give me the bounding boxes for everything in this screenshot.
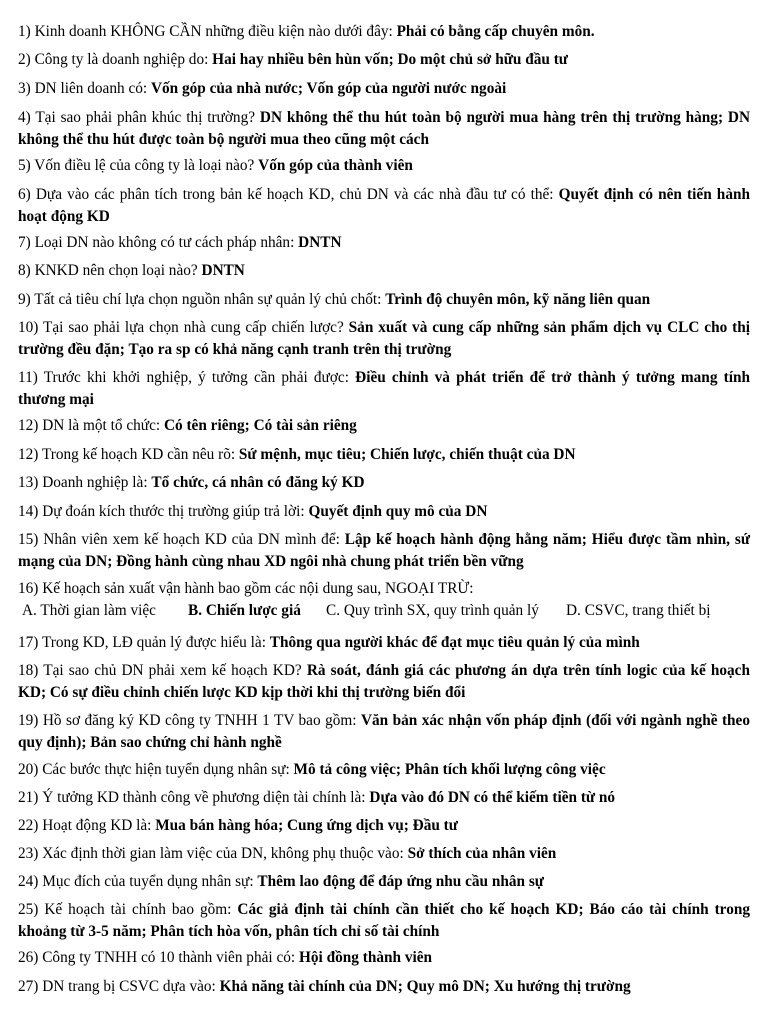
answer-text: Phải có bằng cấp chuyên môn. <box>396 23 595 40</box>
question-10 <box>18 317 750 361</box>
question-4 <box>18 107 750 151</box>
question-text: 12) DN là một tổ chức: <box>18 417 164 434</box>
question-text: 24) Mục đích của tuyển dụng nhân sự: <box>18 873 258 890</box>
question-text: 9) Tất cả tiêu chí lựa chọn nguồn nhân sự quản lý chủ chốt: <box>18 291 386 308</box>
question-text: 4) Tại sao phải phân khúc thị trường? <box>18 109 260 126</box>
question-27 <box>18 976 750 998</box>
question-20 <box>18 759 750 781</box>
answer-text: Thông qua người khác để đạt mục tiêu quản lý của mình <box>269 634 640 651</box>
question-text: 11) Trước khi khởi nghiệp, ý tưởng cần phải được: <box>18 369 356 386</box>
answer-text: DNTN <box>201 262 245 279</box>
answer-text: Lập kế hoạch hành động hằng năm; Hiểu được tầm nhìn, sứ mạng của DN; Đồng hành cùng nhau XD ngôi nhà chung phát triển bền vững <box>18 531 750 570</box>
question-text: 8) KNKD nên chọn loại nào? <box>18 262 202 279</box>
question-text: 20) Các bước thực hiện tuyển dụng nhân sự: <box>18 761 294 778</box>
option-b: B. Chiến lược giá <box>188 602 301 619</box>
answer-text: Tổ chức, cá nhân có đăng ký KD <box>151 474 365 491</box>
question-text: 7) Loại DN nào không có tư cách pháp nhân: <box>18 234 299 251</box>
question-25 <box>18 899 750 943</box>
question-text: 10) Tại sao phải lựa chọn nhà cung cấp chiến lược? <box>18 319 349 336</box>
answer-text: Mua bán hàng hóa; Cung ứng dịch vụ; Đầu tư <box>155 817 458 834</box>
question-2 <box>18 49 750 71</box>
answer-text: Dựa vào đó DN có thể kiếm tiền từ nó <box>369 789 616 806</box>
question-text: 15) Nhân viên xem kế hoạch KD của DN mình để: <box>18 531 345 548</box>
question-3 <box>18 78 750 100</box>
answer-text: Sản xuất và cung cấp những sản phẩm dịch vụ CLC cho thị trường đều đặn; Tạo ra sp có khả năng cạnh tranh trên thị trường <box>18 319 750 358</box>
answer-text: Hai hay nhiều bên hùn vốn; Do một chủ sở hữu đầu tư <box>212 51 568 68</box>
question-23 <box>18 843 750 865</box>
question-text: 16) Kế hoạch sản xuất vận hành bao gồm các nội dung sau, NGOẠI TRỪ: <box>18 580 474 597</box>
answer-text: Vốn góp của thành viên <box>258 157 413 174</box>
question-24 <box>18 871 750 893</box>
question-9 <box>18 289 750 311</box>
answer-text: DN không thể thu hút toàn bộ người mua hàng trên thị trường hàng; DN không thể thu hút được toàn bộ người mua theo cũng một cách <box>18 109 750 148</box>
question-text: 1) Kinh doanh KHÔNG CẦN những điều kiện nào dưới đây: <box>18 23 397 40</box>
answer-text: Sứ mệnh, mục tiêu; Chiến lược, chiến thuật của DN <box>238 446 576 463</box>
option-c: C. Quy trình SX, quy trình quản lý <box>326 602 539 619</box>
answer-text: DNTN <box>298 234 342 251</box>
question-14 <box>18 501 750 523</box>
question-text: 3) DN liên doanh có: <box>18 80 151 97</box>
question-19 <box>18 710 750 754</box>
question-17 <box>18 632 750 654</box>
question-text: 5) Vốn điều lệ của công ty là loại nào? <box>18 157 259 174</box>
answer-text: Hội đồng thành viên <box>298 949 433 966</box>
question-text: 6) Dựa vào các phân tích trong bản kế hoạch KD, chủ DN và các nhà đầu tư có thể: <box>18 186 559 203</box>
answer-text: Điều chỉnh và phát triển để trở thành ý tưởng mang tính thương mại <box>18 369 750 408</box>
question-11 <box>18 367 750 411</box>
question-text: 14) Dự đoán kích thước thị trường giúp trả lời: <box>18 503 309 520</box>
question-text: 21) Ý tưởng KD thành công về phương diện tài chính là: <box>18 789 370 806</box>
question-text: 27) DN trang bị CSVC dựa vào: <box>18 978 220 995</box>
answer-text: Quyết định có nên tiến hành hoạt động KD <box>18 186 750 225</box>
answer-text: Vốn góp của nhà nước; Vốn góp của người nước ngoài <box>150 80 507 97</box>
answer-text: Mô tả công việc; Phân tích khối lượng công việc <box>293 761 606 778</box>
option-d: D. CSVC, trang thiết bị <box>566 602 711 619</box>
question-text: 19) Hồ sơ đăng ký KD công ty TNHH 1 TV bao gồm: <box>18 712 361 729</box>
question-text: 17) Trong KD, LĐ quản lý được hiểu là: <box>18 634 270 651</box>
option-a: A. Thời gian làm việc <box>22 602 156 619</box>
question-12a <box>18 415 750 437</box>
answer-text: Các giả định tài chính cần thiết cho kế hoạch KD; Báo cáo tài chính trong khoảng từ 3-5 năm; Phân tích hòa vốn, phân tích chỉ số tài chính <box>18 901 750 940</box>
question-text: 13) Doanh nghiệp là: <box>18 474 152 491</box>
answer-text: Khả năng tài chính của DN; Quy mô DN; Xu hướng thị trường <box>219 978 631 995</box>
answer-text: Trình độ chuyên môn, kỹ năng liên quan <box>385 291 651 308</box>
question-text: 23) Xác định thời gian làm việc của DN, không phụ thuộc vào: <box>18 845 408 862</box>
question-15 <box>18 529 750 573</box>
question-18 <box>18 660 750 704</box>
answer-text: Có tên riêng; Có tài sản riêng <box>163 417 357 434</box>
question-text: 22) Hoạt động KD là: <box>18 817 156 834</box>
question-16-options <box>18 600 750 622</box>
question-22 <box>18 815 750 837</box>
question-text: 18) Tại sao chủ DN phải xem kế hoạch KD? <box>18 662 307 679</box>
question-12b <box>18 444 750 466</box>
answer-text: Sở thích của nhân viên <box>407 845 557 862</box>
answer-text: Quyết định quy mô của DN <box>308 503 488 520</box>
question-21 <box>18 787 750 809</box>
question-13 <box>18 472 750 494</box>
question-text: 26) Công ty TNHH có 10 thành viên phải có: <box>18 949 299 966</box>
question-text: 25) Kế hoạch tài chính bao gồm: <box>18 901 238 918</box>
question-6 <box>18 184 750 228</box>
question-8 <box>18 260 750 282</box>
answer-text: Văn bản xác nhận vốn pháp định (đối với ngành nghề theo quy định); Bản sao chứng chỉ hành nghề <box>18 712 750 751</box>
question-1 <box>18 21 750 43</box>
question-5 <box>18 155 750 177</box>
question-text: 2) Công ty là doanh nghiệp do: <box>18 51 213 68</box>
question-text: 12) Trong kế hoạch KD cần nêu rõ: <box>18 446 239 463</box>
answer-text: Thêm lao động để đáp ứng nhu cầu nhân sự <box>257 873 544 890</box>
answer-text: Rà soát, đánh giá các phương án dựa trên tính logic của kế hoạch KD; Có sự điều chỉnh chiến lược KD kịp thời khi thị trường biến đổi <box>18 662 750 701</box>
question-7 <box>18 232 750 254</box>
question-16 <box>18 578 750 600</box>
question-26 <box>18 947 750 969</box>
